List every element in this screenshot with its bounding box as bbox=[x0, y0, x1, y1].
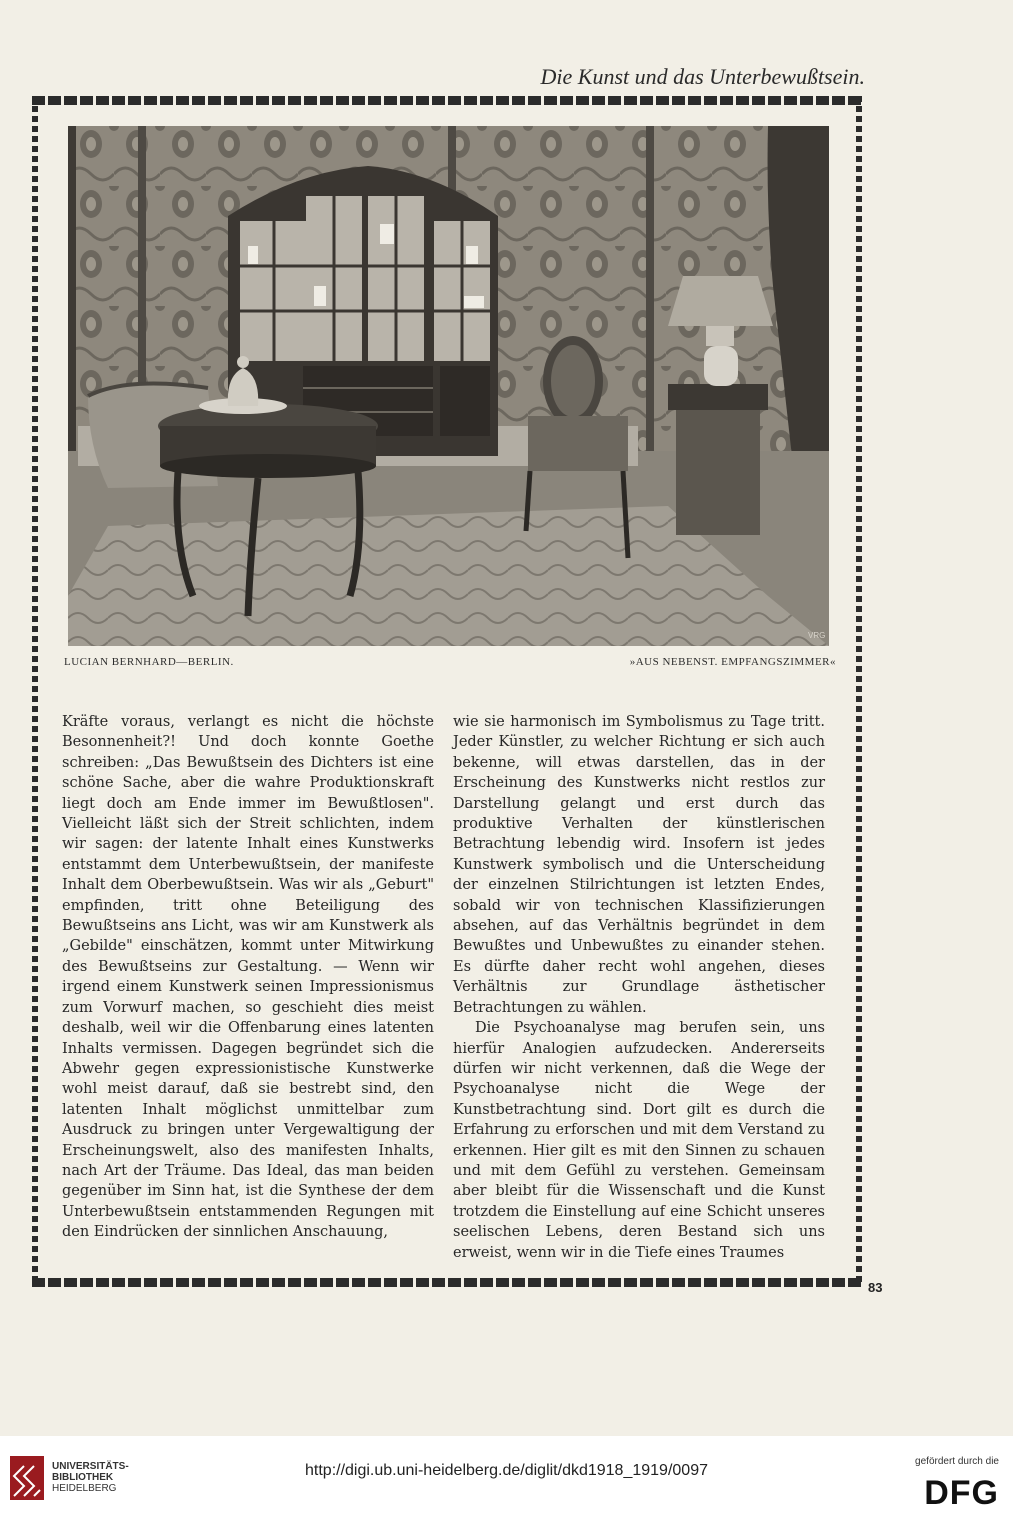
dfg-logo: DFG bbox=[924, 1474, 999, 1512]
interior-scene bbox=[68, 126, 829, 646]
page-number: 83 bbox=[868, 1280, 883, 1295]
frame-bottom-border bbox=[32, 1278, 862, 1287]
institution-line: BIBLIOTHEK bbox=[52, 1472, 114, 1483]
viewer-footer bbox=[0, 1436, 1013, 1516]
photo-credit-mark: VRG bbox=[808, 631, 826, 640]
permalink[interactable]: http://digi.ub.uni-heidelberg.de/diglit/dkd1918_1919/0097 bbox=[305, 1462, 708, 1479]
institution-line: HEIDELBERG bbox=[52, 1483, 117, 1494]
caption-artist: LUCIAN BERNHARD—BERLIN. bbox=[64, 656, 234, 668]
funding-note: gefördert durch die bbox=[915, 1456, 999, 1467]
running-head: Die Kunst und das Unterbewußtsein. bbox=[540, 64, 865, 89]
paragraph: Kräfte voraus, verlangt es nicht die höchste Besonnenheit?! Und doch konnte Goethe schreiben: „Das Bewußtsein des Dichters ist eine schöne Sache, aber die wahre Produktionskraft liegt doch am Ende immer im Bewußtlosen". Vielleicht läßt sich der Streit schlichten, indem wir sagen: der latente Inhalt eines Kunstwerks entstammt dem Unterbewußtsein, der manifeste Inhalt dem Oberbewußtsein. Was wir als „Geburt" empfinden, tritt ohne Beteiligung des Bewußtseins ans Licht, was wir am Kunstwerk als „Gebilde" einschätzen, kommt unter Mitwirkung des Bewußtseins zur Gestaltung. — Wenn wir irgend einem Kunstwerk seinen Impressionismus zum Vorwurf machen, so geschieht dies meist deshalb, weil wir die Offenbarung eines latenten Inhalts vermissen. Dagegen begründet sich die Abwehr gegen expressionistische Kunstwerke wohl meist darauf, daß sie bestrebt sind, den latenten Inhalt möglichst unmittelbar zum Ausdruck zu bringen unter Vergewaltigung der Erscheinungswelt, also des manifesten Inhalts, nach Art der Träume. Das Ideal, das man beiden gegenüber im Sinn hat, ist die Synthese der dem Unterbewußtsein entstammenden Regungen mit den Eindrücken der sinnlichen Anschauung, bbox=[62, 714, 434, 1241]
frame-right-border bbox=[856, 96, 862, 1286]
frame-top-border bbox=[32, 96, 862, 105]
caption-title: »AUS NEBENST. EMPFANGSZIMMER« bbox=[629, 656, 836, 668]
interior-photograph bbox=[68, 126, 829, 646]
frame-left-border bbox=[32, 96, 38, 1286]
institution-line: UNIVERSITÄTS- bbox=[52, 1461, 129, 1472]
text-column-right bbox=[453, 712, 825, 1263]
paragraph: wie sie harmonisch im Symbolismus zu Tage tritt. Jeder Künstler, zu welcher Richtung er sich auch bekenne, will etwas darstellen, das in der Erscheinung des Kunstwerks nicht restlos zur Darstellung gelangt und erst durch das produktive Verhalten der künstlerischen Betrachtung lebendig wird. Insofern ist jedes Kunstwerk symbolisch und die Unterscheidung der einzelnen Stilrichtungen ist letzten Endes, sobald wir von technischen Klassifizierungen absehen, auf das Verhältnis begründet in dem Bewußtes und Unbewußtes zu einander stehen. Es dürfte daher recht wohl angehen, dieses Verhältnis zur Grundlage ästhetischer Betrachtungen zu wählen. bbox=[453, 714, 825, 1016]
text-column-left bbox=[62, 712, 434, 1243]
paragraph: Die Psychoanalyse mag berufen sein, uns hierfür Analogien aufzudecken. Andererseits dürfen wir nicht verkennen, daß die Wege der Psychoanalyse nicht die Wege der Kunstbetrachtung sind. Dort gilt es durch die Erfahrung zu erforschen und mit dem Verstand zu erkennen. Hier gilt es mit den Sinnen zu schauen und mit dem Gefühl zu verstehen. Gemeinsam aber bleibt für die Wissenschaft und die Kunst trotzdem die Einstellung auf eine Schicht unseres seelischen Lebens, deren Bestand sich uns erweist, wenn wir in die Tiefe eines Traumes bbox=[453, 1020, 825, 1261]
